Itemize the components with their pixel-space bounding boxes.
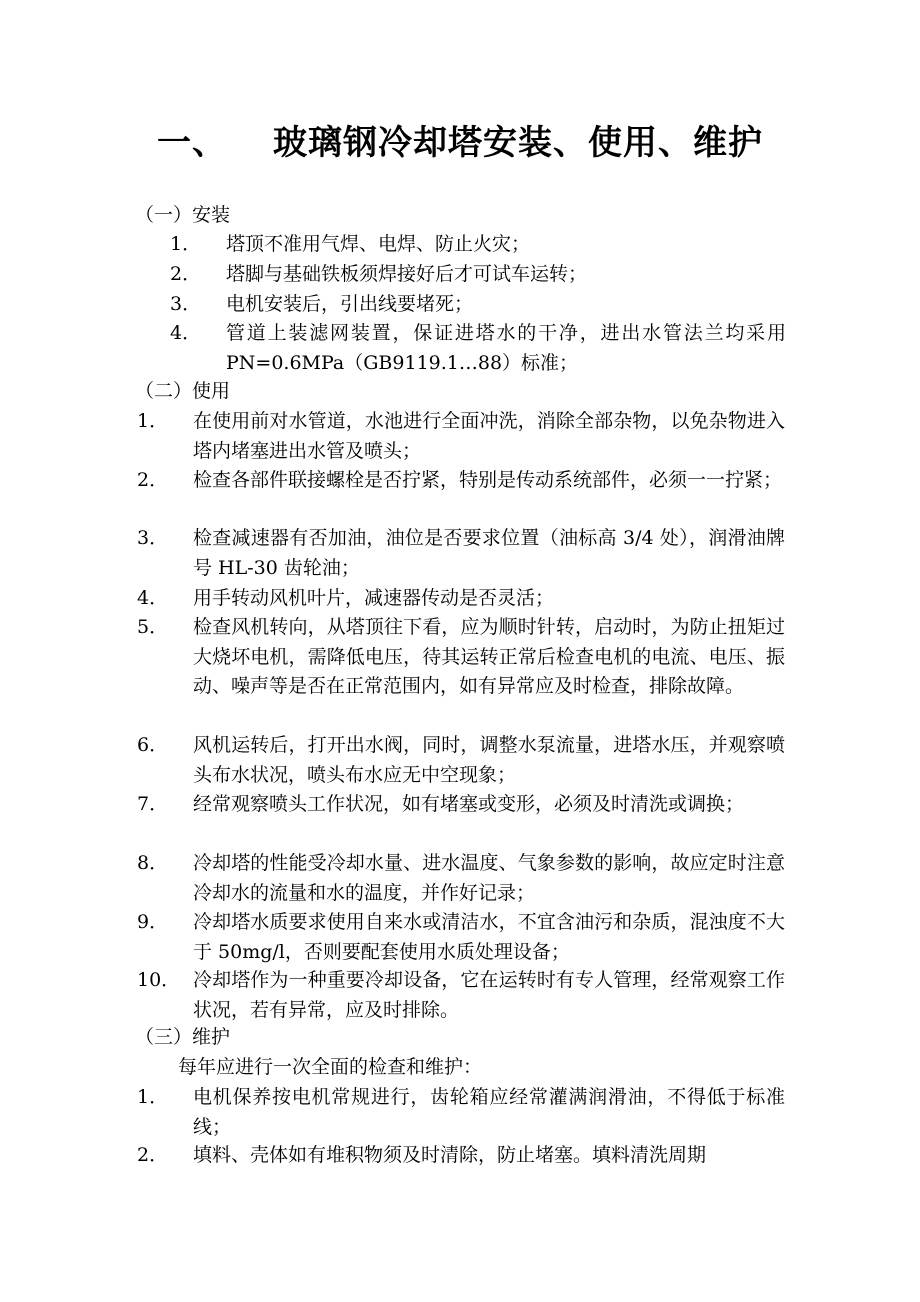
list-item	[137, 731, 787, 791]
maintain-intro: 每年应进行一次全面的检查和维护：	[178, 1056, 483, 1078]
item-text: 塔顶不准用气焊、电焊、防止火灾；	[226, 233, 531, 255]
item-number: 2．	[137, 1144, 169, 1166]
item-text: 电机保养按电机常规进行，齿轮箱应经常灌满润滑油，不得低于标准线；	[193, 1086, 785, 1138]
item-number: 3．	[170, 293, 202, 315]
title-text: 玻璃钢冷却塔安装、使用、维护	[273, 123, 763, 163]
item-text: 用手转动风机叶片，减速器传动是否灵活；	[193, 587, 555, 609]
item-number: 4．	[137, 587, 169, 609]
item-number: 1．	[137, 410, 169, 432]
item-text: 电机安装后，引出线要堵死；	[226, 293, 474, 315]
list-item	[137, 1083, 787, 1143]
page-title	[0, 118, 920, 168]
list-item	[137, 908, 787, 968]
item-text: 检查各部件联接螺栓是否拧紧，特别是传动系统部件，必须一一拧紧；	[193, 469, 783, 491]
item-text: 检查风机转向，从塔顶往下看，应为顺时针转，启动时，为防止扭矩过大烧坏电机，需降低电压，待其运转正常后检查电机的电流、电压、振动、噪声等是否在正常范围内，如有异常应及时检查，排除故障。	[193, 616, 785, 697]
list-item	[137, 524, 787, 584]
item-number: 8．	[137, 852, 169, 874]
item-number: 10．	[137, 969, 181, 991]
list-item	[137, 613, 787, 733]
item-text: 检查减速器有否加油，油位是否要求位置（油标高 3/4 处），润滑油牌号 HL-30 齿轮油；	[193, 527, 785, 579]
list-item	[170, 319, 790, 379]
item-text: 在使用前对水管道，水池进行全面冲洗，消除全部杂物，以免杂物进入塔内堵塞进出水管及喷头；	[193, 410, 785, 462]
list-item	[170, 230, 790, 260]
item-number: 6．	[137, 734, 169, 756]
list-item	[137, 407, 787, 467]
item-text: 塔脚与基础铁板须焊接好后才可试车运转；	[226, 263, 588, 285]
item-number: 2．	[137, 469, 169, 491]
item-text: 经常观察喷头工作状况，如有堵塞或变形，必须及时清洗或调换；	[193, 793, 745, 815]
item-number: 1．	[137, 1086, 169, 1108]
section-heading-use: （二）使用	[135, 380, 231, 402]
section-heading-maintain: （三）维护	[135, 1026, 231, 1048]
list-item	[137, 584, 787, 614]
list-item	[137, 790, 787, 850]
item-number: 1．	[170, 233, 202, 255]
item-text: 冷却塔的性能受冷却水量、进水温度、气象参数的影响，故应定时注意冷却水的流量和水的温度，并作好记录；	[193, 852, 785, 904]
item-number: 9．	[137, 911, 169, 933]
section-heading-install: （一）安装	[135, 204, 231, 226]
list-item	[137, 966, 787, 1026]
item-number: 2．	[170, 263, 202, 285]
list-item	[137, 466, 787, 526]
item-number: 4．	[170, 322, 202, 344]
list-item	[137, 849, 787, 909]
item-number: 5．	[137, 616, 169, 638]
item-text: 冷却塔水质要求使用自来水或清洁水，不宜含油污和杂质，混浊度不大于 50mg/l，否则要配套使用水质处理设备；	[193, 911, 785, 963]
item-text: 风机运转后，打开出水阀，同时，调整水泵流量，进塔水压，并观察喷头布水状况，喷头布水应无中空现象；	[193, 734, 785, 786]
item-text: 管道上装滤网装置，保证进塔水的干净，进出水管法兰均采用 PN=0.6MPa（GB9119.1…88）标准；	[226, 322, 786, 374]
item-number: 7．	[137, 793, 169, 815]
item-number: 3．	[137, 527, 169, 549]
item-text: 填料、壳体如有堆积物须及时清除，防止堵塞。填料清洗周期	[193, 1144, 707, 1166]
item-text: 冷却塔作为一种重要冷却设备，它在运转时有专人管理，经常观察工作状况，若有异常，应及时排除。	[193, 969, 785, 1021]
list-item	[170, 290, 790, 320]
title-number: 一、	[157, 123, 227, 163]
list-item	[170, 260, 790, 290]
list-item	[137, 1141, 787, 1171]
